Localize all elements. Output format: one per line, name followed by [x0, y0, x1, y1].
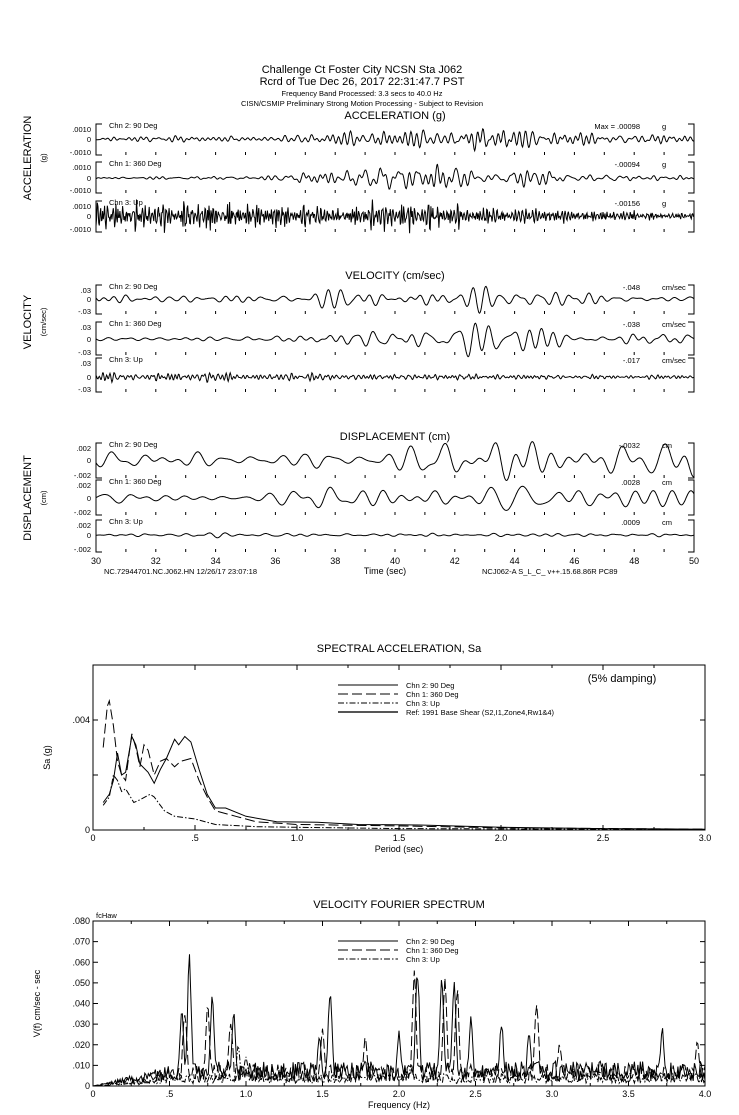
x-tick-label: 0 — [90, 1089, 96, 1099]
max-value-label: .0009 — [621, 518, 640, 527]
legend — [338, 937, 459, 964]
chart-title: VELOCITY FOURIER SPECTRUM — [313, 899, 485, 911]
series-line-chn-3-up — [103, 775, 705, 830]
y-tick-label: .03 — [80, 286, 91, 295]
y-tick-label: -.0010 — [69, 148, 91, 157]
processing-id-footer: NCJ062-A S_L_C_ v++.15.68.86R PC89 — [482, 567, 618, 576]
waveform-trace — [96, 200, 694, 234]
y-tick-label: -.002 — [73, 471, 91, 480]
series-line-chn-1-360-deg — [103, 701, 705, 829]
trace-strip — [74, 440, 694, 481]
y-tick-label: -.002 — [73, 545, 91, 554]
series-line-chn-1-360-deg — [93, 971, 705, 1087]
panel-title: DISPLACEMENT (cm) — [339, 431, 451, 443]
series-line-chn-2-90-deg — [103, 737, 705, 830]
unit-label: cm — [662, 441, 672, 450]
panel-y-label: ACCELERATION — [22, 115, 34, 201]
strip-frame — [96, 322, 694, 355]
waveform-trace — [96, 165, 694, 190]
x-tick-label: 0 — [90, 833, 96, 843]
chart-title: SPECTRAL ACCELERATION, Sa — [316, 643, 482, 655]
trace-strip — [74, 517, 694, 554]
waveform-trace — [96, 323, 694, 357]
y-tick-label: .040 — [72, 998, 90, 1009]
trace-strip — [70, 198, 694, 234]
y-tick-label: 0 — [86, 494, 91, 503]
legend-entry: Chn 2: 90 Deg — [406, 681, 455, 690]
y-tick-label: 0 — [86, 174, 91, 183]
max-value-label: -.038 — [622, 320, 640, 329]
y-tick-label: .03 — [80, 359, 91, 368]
y-tick-label: .010 — [72, 1060, 90, 1071]
legend-entry: Chn 3: Up — [406, 955, 440, 964]
max-value-label: -.048 — [622, 283, 640, 292]
x-tick-label: 38 — [330, 556, 341, 566]
y-tick-label: 0 — [86, 531, 91, 540]
max-value-label: Max = .00098 — [594, 122, 640, 131]
y-tick-label: .0010 — [72, 163, 91, 172]
y-tick-label: 0 — [86, 135, 91, 144]
x-tick-label: 2.0 — [392, 1089, 406, 1099]
channel-label: Chn 1: 360 Deg — [109, 159, 162, 168]
y-axis-label: Sa (g) — [42, 745, 52, 770]
velocity-fourier-spectrum-chart — [32, 899, 711, 1110]
x-tick-label: 1.5 — [392, 833, 406, 843]
max-value-label: .0028 — [621, 478, 640, 487]
header-station: Challenge Ct Foster City NCSN Sta J062 — [261, 64, 463, 76]
channel-label: Chn 3: Up — [109, 517, 143, 526]
panel-acceleration — [22, 110, 694, 234]
y-tick-label: .03 — [80, 323, 91, 332]
y-tick-label: .0010 — [72, 125, 91, 134]
y-tick-label: .004 — [72, 715, 90, 725]
x-tick-label: 32 — [150, 556, 161, 566]
y-tick-label: -.03 — [78, 385, 91, 394]
waveform-trace — [96, 286, 694, 313]
trace-strip — [70, 159, 694, 195]
x-tick-label: 50 — [688, 556, 700, 566]
panel-displacement — [22, 431, 699, 576]
x-tick-label: 1.0 — [239, 1089, 253, 1099]
x-tick-label: 1.0 — [290, 833, 304, 843]
panel-title: ACCELERATION (g) — [344, 110, 446, 122]
y-tick-label: -.002 — [73, 508, 91, 517]
unit-label: g — [662, 160, 667, 169]
x-tick-label: 2.0 — [494, 833, 508, 843]
unit-label: cm/sec — [662, 356, 686, 365]
unit-label: cm/sec — [662, 283, 686, 292]
max-value-label: -.00094 — [614, 160, 640, 169]
record-id-footer: NC.72944701.NC.J062.HN 12/26/17 23:07:18 — [104, 567, 258, 576]
x-tick-label: 3.0 — [698, 833, 712, 843]
unit-label: g — [662, 122, 667, 131]
time-history-panels — [22, 110, 699, 576]
panel-y-label: VELOCITY — [22, 294, 34, 350]
x-tick-label: 34 — [210, 556, 221, 566]
x-tick-label: 4.0 — [698, 1089, 712, 1099]
y-tick-label: 0 — [86, 335, 91, 344]
panel-y-label: DISPLACEMENT — [22, 455, 34, 541]
max-value-label: -.00156 — [614, 199, 640, 208]
unit-label: cm — [662, 518, 672, 527]
x-axis-label: Time (sec) — [363, 566, 407, 576]
y-tick-label: 0 — [86, 456, 91, 465]
header-record-time: Rcrd of Tue Dec 26, 2017 22:31:47.7 PST — [259, 76, 465, 88]
y-tick-label: -.0010 — [69, 186, 91, 195]
y-tick-label: 0 — [86, 373, 91, 382]
trace-strip — [78, 319, 694, 357]
panel-title: VELOCITY (cm/sec) — [345, 270, 445, 282]
x-tick-label: 42 — [449, 556, 460, 566]
waveform-trace — [96, 486, 694, 510]
x-tick-label: 2.5 — [469, 1089, 482, 1099]
x-tick-label: 44 — [509, 556, 520, 566]
legend-entry: Chn 1: 360 Deg — [406, 690, 459, 699]
y-tick-label: .060 — [72, 957, 90, 968]
legend-entry: Chn 2: 90 Deg — [406, 937, 455, 946]
x-tick-label: 40 — [389, 556, 401, 566]
channel-label: Chn 2: 90 Deg — [109, 282, 158, 291]
waveform-trace — [96, 533, 694, 538]
legend-entry: Ref: 1991 Base Shear (S2,I1,Zone4,Rw1&4) — [406, 708, 555, 717]
header-frequency-band: Frequency Band Processed: 3.3 secs to 40.0 Hz — [281, 89, 443, 98]
panel-y-unit: (g) — [39, 153, 48, 163]
panel-y-unit: (cm/sec) — [39, 307, 48, 337]
x-tick-label: .5 — [191, 833, 199, 843]
damping-note: (5% damping) — [587, 673, 657, 685]
max-value-label: -.0032 — [618, 441, 640, 450]
report-header — [241, 64, 483, 108]
x-tick-label: 36 — [270, 556, 281, 566]
header-processing-note: CISN/CSMIP Preliminary Strong Motion Processing - Subject to Revision — [240, 99, 484, 108]
panel-y-unit: (cm) — [39, 490, 48, 506]
channel-label: Chn 2: 90 Deg — [109, 440, 158, 449]
y-tick-label: .030 — [72, 1019, 90, 1030]
trace-strip — [70, 121, 694, 157]
y-tick-label: 0 — [86, 295, 91, 304]
waveform-trace — [96, 373, 694, 382]
y-tick-label: .070 — [72, 936, 90, 947]
channel-label: Chn 3: Up — [109, 198, 143, 207]
y-tick-label: -.03 — [78, 307, 91, 316]
channel-label: Chn 3: Up — [109, 355, 143, 364]
waveform-trace — [96, 442, 694, 481]
unit-label: cm — [662, 478, 672, 487]
y-tick-label: 0 — [84, 1081, 90, 1091]
y-tick-label: 0 — [86, 212, 91, 221]
spectral-acceleration-chart — [42, 643, 711, 854]
trace-strip — [74, 477, 694, 517]
y-tick-label: .002 — [76, 444, 91, 453]
corner-label: fcHaw — [96, 911, 117, 920]
waveform-trace — [96, 129, 694, 151]
strip-frame — [96, 480, 694, 515]
y-tick-label: 0 — [84, 825, 90, 835]
x-tick-label: 1.5 — [316, 1089, 329, 1099]
y-tick-label: .0010 — [72, 202, 91, 211]
y-tick-label: -.03 — [78, 348, 91, 357]
unit-label: cm/sec — [662, 320, 686, 329]
trace-strip — [78, 355, 694, 394]
channel-label: Chn 1: 360 Deg — [109, 477, 162, 486]
y-tick-label: .002 — [76, 521, 91, 530]
x-tick-label: 2.5 — [596, 833, 610, 843]
x-axis-label: Period (sec) — [374, 844, 424, 854]
x-tick-label: .5 — [165, 1089, 174, 1099]
x-tick-label: 46 — [569, 556, 580, 566]
y-tick-label: .050 — [72, 977, 90, 988]
y-tick-label: -.0010 — [69, 225, 91, 234]
x-tick-label: 48 — [629, 556, 640, 566]
channel-label: Chn 1: 360 Deg — [109, 319, 162, 328]
y-tick-label: .080 — [72, 916, 90, 926]
unit-label: g — [662, 199, 667, 208]
legend-entry: Chn 1: 360 Deg — [406, 946, 459, 955]
x-tick-label: 30 — [90, 556, 102, 566]
plot-frame — [93, 665, 705, 830]
x-axis-label: Frequency (Hz) — [367, 1100, 431, 1110]
legend — [338, 681, 555, 717]
panel-velocity — [22, 270, 694, 394]
trace-strip — [78, 282, 694, 316]
legend-entry: Chn 3: Up — [406, 699, 440, 708]
y-axis-label: V(f) cm/sec - sec — [32, 969, 42, 1038]
y-tick-label: .002 — [76, 481, 91, 490]
y-tick-label: .020 — [72, 1039, 90, 1050]
channel-label: Chn 2: 90 Deg — [109, 121, 158, 130]
x-tick-label: 3.5 — [622, 1089, 635, 1099]
x-tick-label: 3.0 — [545, 1089, 559, 1099]
max-value-label: -.017 — [622, 356, 640, 365]
